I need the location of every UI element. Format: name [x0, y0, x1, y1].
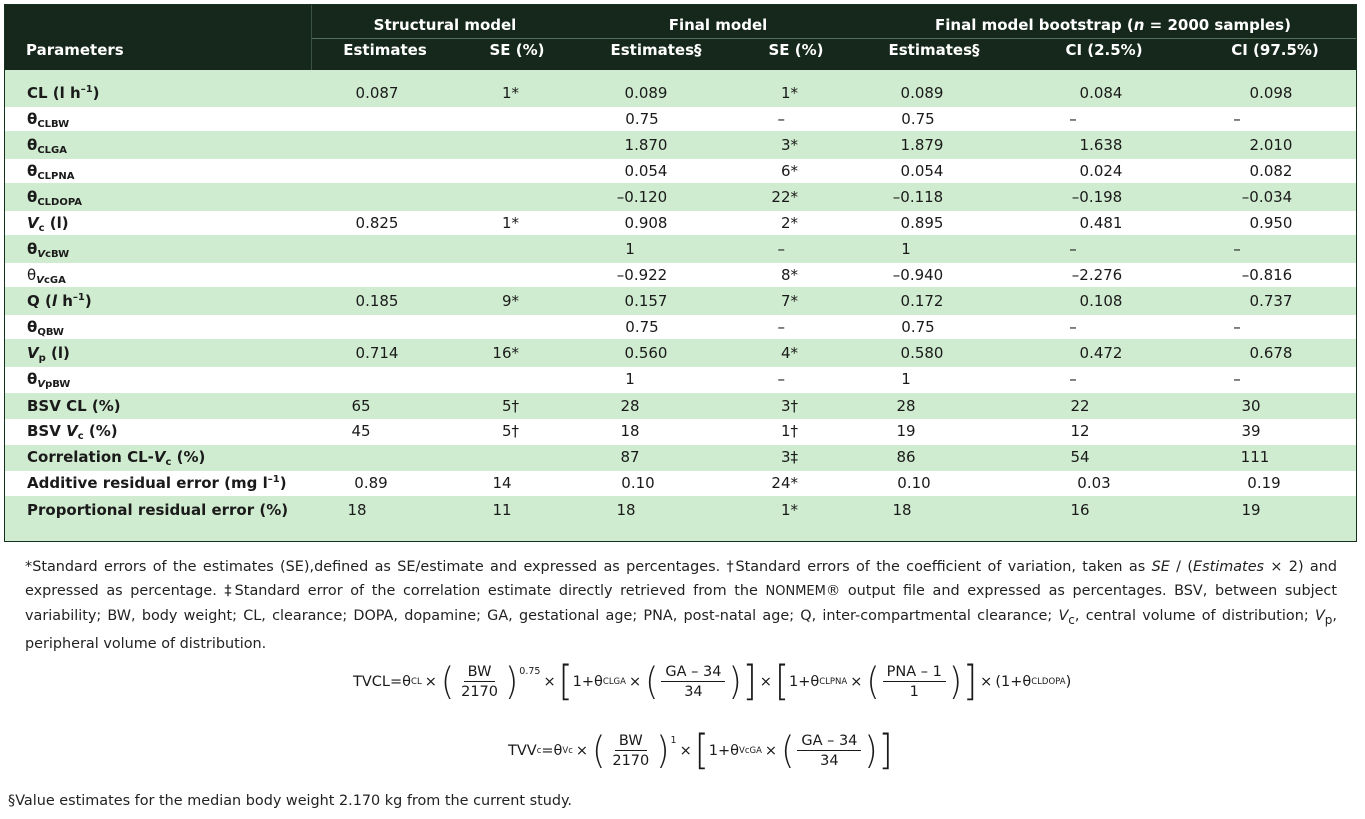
table-row — [5, 445, 1356, 471]
final-estimate: 0.75 — [625, 318, 659, 336]
boot-estimate: 0.75 — [901, 318, 935, 336]
struct-se: 14 — [492, 474, 512, 492]
final-se: – — [777, 318, 785, 336]
boot-estimate: 0.580 — [900, 344, 944, 362]
formula-tvcl: TVCL = θ CL × ( $\frac{BW}{2170}$ ) 0.75 × [ 1+ θ CLGA × ( $\frac{GA - 34}{34}$ ) ] × [ 1+ θ CLPNA × ( $\frac{\text{PNA – 1}}{1}$ ) ] × (1+ θ CLDOPA ) — [353, 657, 1072, 705]
boot-estimate: 0.054 — [900, 162, 944, 180]
table-footnote: *Standard errors of the estimates (SE),defined as SE/estimate and expressed as percentages. †Standard errors of the coefficient of variation, taken as SE / (Estimates × 2) and expressed as percentage. ‡Standard error of the correlation estimate directly retrieved from the NONMEM® output file and expressed as percentages. BSV, between subject variability; BW, body weight; CL, clearance; DOPA, dopamine; GA, gestational age; PNA, post-natal age; Q, inter-compartmental clearance; $V_c$, central volume of distribution; $V_p$, peripheral volume of distribution. — [25, 559, 1337, 652]
ci-low: 0.024 — [1079, 162, 1123, 180]
struct-se: 9* — [501, 292, 519, 310]
ci-low: –0.198 — [1071, 188, 1123, 206]
param-correlation: Correlation $CL-V_c$ (%) — [27, 448, 206, 468]
header-final-se: SE (%) — [768, 41, 824, 59]
ci-high: 30 — [1241, 397, 1261, 415]
ci-low: – — [1069, 370, 1077, 388]
final-estimate: 0.054 — [624, 162, 668, 180]
final-estimate: 18 — [616, 501, 636, 519]
final-se: 1* — [780, 501, 798, 519]
header-final-estimates: Estimates§ — [610, 41, 702, 59]
final-estimate: –0.120 — [616, 188, 668, 206]
boot-estimate: 19 — [896, 422, 916, 440]
struct-estimate: 0.714 — [355, 344, 399, 362]
ci-high: 2.010 — [1249, 136, 1293, 154]
struct-se: 1* — [501, 84, 519, 102]
table-row — [5, 471, 1356, 496]
table-row — [5, 159, 1356, 183]
param-cl: CL (l $h^{-1}$) — [27, 84, 100, 102]
final-se: 1† — [780, 422, 798, 440]
header-bootstrap: Final model bootstrap (n = 2000 samples) — [935, 16, 1291, 34]
param-theta-qbw: $\theta_{QBW}$ — [27, 318, 64, 338]
struct-estimate: 45 — [351, 422, 371, 440]
final-estimate: 87 — [620, 448, 640, 466]
param-theta-vcbw: $\theta_{VcBW}$ — [27, 240, 70, 260]
param-additive-error: Additive residual error (mg $l^{-1}$) — [27, 474, 287, 492]
header-parameters: Parameters — [26, 41, 124, 59]
boot-estimate: –0.940 — [892, 266, 944, 284]
ci-high: – — [1233, 318, 1241, 336]
ci-high: –0.034 — [1241, 188, 1293, 206]
ci-high: 0.737 — [1249, 292, 1293, 310]
param-theta-vcga: $\theta_{VcGA}$ — [27, 266, 66, 286]
struct-se: 11 — [492, 501, 512, 519]
section-footnote: §Value estimates for the median body weight 2.170 kg from the current study. — [8, 793, 573, 809]
param-theta-clga: $\theta_{CLGA}$ — [27, 136, 67, 156]
final-estimate: –0.922 — [616, 266, 668, 284]
final-se: 6* — [780, 162, 798, 180]
table-header — [5, 5, 1356, 70]
ci-low: –2.276 — [1071, 266, 1123, 284]
boot-estimate: –0.118 — [892, 188, 944, 206]
param-vc: $V_c$ (l) — [27, 214, 69, 234]
final-estimate: 0.560 — [624, 344, 668, 362]
final-se: – — [777, 370, 785, 388]
table-row — [5, 107, 1356, 131]
ci-low: – — [1069, 110, 1077, 128]
param-theta-clpna: $\theta_{CLPNA}$ — [27, 162, 75, 182]
table-row — [5, 211, 1356, 235]
table-row — [5, 393, 1356, 419]
final-se: 2* — [780, 214, 798, 232]
param-proportional-error: Proportional residual error (%) — [27, 501, 289, 519]
table-row — [5, 131, 1356, 159]
header-struct-estimates: Estimates — [343, 41, 427, 59]
ci-high: 111 — [1240, 448, 1270, 466]
final-se: 3† — [780, 397, 798, 415]
ci-high: – — [1233, 240, 1241, 258]
final-estimate: 0.75 — [625, 110, 659, 128]
final-se: 8* — [780, 266, 798, 284]
final-se: 4* — [780, 344, 798, 362]
ci-high: 19 — [1241, 501, 1261, 519]
param-theta-clbw: $\theta_{CLBW}$ — [27, 110, 70, 130]
formula-tvvc: TVV c = θ Vc × ( $\frac{BW}{2170}$ ) 1 × [ 1+ θ VcGA × ( $\frac{GA - 34}{34}$ ) ] — [508, 726, 893, 774]
table-row — [5, 183, 1356, 211]
param-bsv-cl: BSV CL (%) — [27, 397, 121, 415]
boot-estimate: 1 — [901, 370, 911, 388]
struct-estimate: 0.825 — [355, 214, 399, 232]
struct-se: 1* — [501, 214, 519, 232]
boot-estimate: 0.75 — [901, 110, 935, 128]
ci-low: 0.472 — [1079, 344, 1123, 362]
final-estimate: 1 — [625, 370, 635, 388]
table-row — [5, 263, 1356, 287]
final-estimate: 1 — [625, 240, 635, 258]
struct-estimate: 0.185 — [355, 292, 399, 310]
ci-high: 0.082 — [1249, 162, 1293, 180]
final-estimate: 0.10 — [621, 474, 655, 492]
boot-estimate: 86 — [896, 448, 916, 466]
boot-estimate: 28 — [896, 397, 916, 415]
ci-low: 16 — [1070, 501, 1090, 519]
boot-estimate: 0.172 — [900, 292, 944, 310]
final-se: 3* — [780, 136, 798, 154]
ci-high: 0.19 — [1247, 474, 1281, 492]
param-vp: $V_p$ (l) — [27, 344, 70, 364]
ci-high: 39 — [1241, 422, 1261, 440]
final-se: 24* — [771, 474, 798, 492]
ci-high: –0.816 — [1241, 266, 1293, 284]
table-row — [5, 315, 1356, 339]
table-row — [5, 339, 1356, 367]
struct-estimate: 18 — [347, 501, 367, 519]
ci-low: 0.084 — [1079, 84, 1123, 102]
table-row — [5, 235, 1356, 263]
ci-low: – — [1069, 240, 1077, 258]
boot-estimate: 0.895 — [900, 214, 944, 232]
ci-low: 0.03 — [1077, 474, 1111, 492]
final-estimate: 0.908 — [624, 214, 668, 232]
header-ci-low: CI (2.5%) — [1065, 41, 1143, 59]
final-se: 3‡ — [780, 448, 798, 466]
table-row — [5, 367, 1356, 393]
struct-estimate: 65 — [351, 397, 371, 415]
boot-estimate: 1.879 — [900, 136, 944, 154]
ci-low: 1.638 — [1079, 136, 1123, 154]
header-ci-high: CI (97.5%) — [1231, 41, 1319, 59]
ci-low: 54 — [1070, 448, 1090, 466]
ci-low: 22 — [1070, 397, 1090, 415]
struct-estimate: 0.087 — [355, 84, 399, 102]
parameter-table — [4, 4, 1357, 542]
final-se: – — [777, 110, 785, 128]
final-se: 7* — [780, 292, 798, 310]
ci-high: – — [1233, 370, 1241, 388]
final-estimate: 18 — [620, 422, 640, 440]
ci-high: 0.950 — [1249, 214, 1293, 232]
boot-estimate: 0.089 — [900, 84, 944, 102]
ci-low: – — [1069, 318, 1077, 336]
table-row — [5, 496, 1356, 541]
final-estimate: 0.089 — [624, 84, 668, 102]
final-estimate: 28 — [620, 397, 640, 415]
header-struct-se: SE (%) — [489, 41, 545, 59]
header-final-model: Final model — [668, 16, 768, 34]
ci-low: 0.108 — [1079, 292, 1123, 310]
boot-estimate: 1 — [901, 240, 911, 258]
table-row — [5, 287, 1356, 315]
ci-low: 12 — [1070, 422, 1090, 440]
struct-se: 5† — [501, 422, 519, 440]
ci-high: 0.678 — [1249, 344, 1293, 362]
table-row — [5, 80, 1356, 107]
ci-low: 0.481 — [1079, 214, 1123, 232]
final-se: 1* — [780, 84, 798, 102]
header-rule — [312, 38, 1356, 39]
struct-se: 16* — [492, 344, 519, 362]
header-structural-model: Structural model — [373, 16, 517, 34]
ci-high: – — [1233, 110, 1241, 128]
struct-se: 5† — [501, 397, 519, 415]
final-se: – — [777, 240, 785, 258]
ci-high: 0.098 — [1249, 84, 1293, 102]
param-q: Q (l $h^{-1}$) — [27, 292, 92, 310]
param-theta-vpbw: $\theta_{VpBW}$ — [27, 370, 71, 390]
final-estimate: 0.157 — [624, 292, 668, 310]
boot-estimate: 0.10 — [897, 474, 931, 492]
param-theta-cldopa: $\theta_{CLDOPA}$ — [27, 188, 82, 208]
table-row — [5, 419, 1356, 445]
final-se: 22* — [771, 188, 798, 206]
header-boot-estimates: Estimates§ — [888, 41, 980, 59]
boot-estimate: 18 — [892, 501, 912, 519]
final-estimate: 1.870 — [624, 136, 668, 154]
param-bsv-vc: BSV $V_c$ (%) — [27, 422, 118, 442]
struct-estimate: 0.89 — [354, 474, 388, 492]
